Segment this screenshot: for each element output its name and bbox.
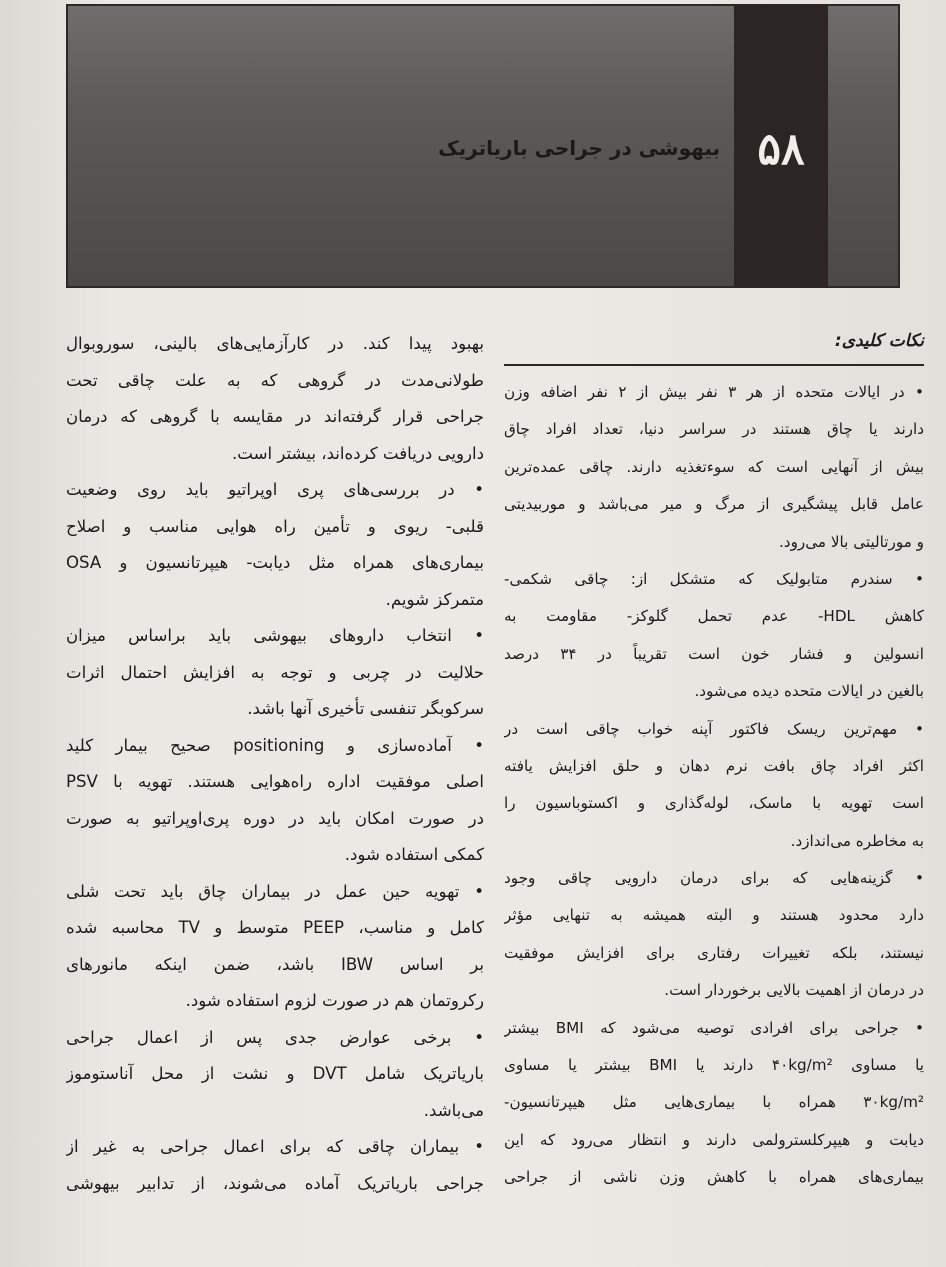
body-text-column — [66, 326, 484, 1202]
text-line: کمکی استفاده شود. — [344, 845, 484, 864]
text-line: دارد محدود هستند و البته همیشه به تنهایی مؤثر — [504, 906, 924, 925]
text-line: • گزینه‌هایی که برای درمان دارویی چاقی وجود — [504, 869, 924, 888]
key-points-heading: نکات کلیدی: — [834, 331, 924, 351]
text-line: دیابت و هیپرکلسترولمی دارند و انتظار می‌رود که این — [504, 1130, 924, 1149]
key-points-column — [504, 324, 924, 1197]
chapter-title: بیهوشی در جراحی باریاتریک — [438, 136, 720, 160]
text-line: • انتخاب داروهای بیهوشی باید براساس میزان — [66, 626, 484, 645]
text-line: دارند یا چاق هستند در سراسر دنیا، تعداد افراد چاق — [504, 420, 924, 439]
text-line: در درمان از اهمیت بالایی برخوردار است. — [664, 981, 924, 1000]
heading-divider — [504, 364, 924, 366]
text-line: است تهویه با ماسک، لوله‌گذاری و اکستوباسیون را — [504, 794, 924, 813]
text-line: متمرکز شویم. — [385, 589, 484, 609]
text-line: • مهم‌ترین ریسک فاکتور آپنه خواب چاقی است در — [504, 719, 924, 738]
text-line: جراحی باریاتریک آماده می‌شوند، از تدابیر بیهوشی — [66, 1173, 484, 1193]
text-line: می‌باشد. — [423, 1100, 484, 1120]
text-line: • جراحی برای افرادی توصیه می‌شود که BMI بیشتر — [504, 1018, 924, 1037]
text-line: قلبی- ریوی و تأمین راه هوایی مناسب و اصلاح — [66, 516, 484, 536]
text-line: بیش از آنهایی است که سوءتغذیه دارند. چاقی عمده‌ترین — [504, 457, 924, 476]
text-line: اصلی موفقیت اداره راه‌هوایی هستند. تهویه با PSV — [66, 772, 484, 791]
text-line: بهبود پیدا کند. در کارآزمایی‌های بالینی، سوروبوال — [66, 334, 484, 353]
text-line: رکروتمان هم در صورت لزوم استفاده شود. — [185, 991, 484, 1010]
text-line: • بیماران چاقی که برای اعمال جراحی به غیر از — [66, 1137, 484, 1156]
text-line: بیماری‌های همراه مثل دیابت- هیپرتانسیون و OSA — [66, 553, 484, 572]
text-line: دارویی دریافت کرده‌اند، بیشتر است. — [232, 443, 484, 463]
text-line: کامل و مناسب، PEEP متوسط و TV محاسبه شده — [66, 918, 484, 937]
text-line: • در بررسی‌های پری اوپراتیو باید روی وضعیت — [66, 480, 484, 499]
text-line: بالغین در ایالات متحده دیده می‌شود. — [694, 682, 924, 701]
text-line: عامل قابل پیشگیری از مرگ و میر می‌باشد و موربیدیتی — [504, 495, 924, 514]
text-line: به مخاطره می‌اندازد. — [790, 831, 924, 850]
text-line: • سندرم متابولیک که متشکل از: چاقی شکمی- — [504, 569, 924, 588]
text-line: ۳۰kg/m² همراه با بیماری‌هایی مثل هیپرتانسیون- — [504, 1093, 924, 1112]
text-line: بر اساس IBW باشد، ضمن اینکه مانورهای — [66, 954, 484, 974]
text-line: طولانی‌مدت در گروهی که به علت چاقی تحت — [66, 370, 484, 390]
text-line: • آماده‌سازی و positioning صحیح بیمار کلید — [66, 735, 484, 755]
text-line: یا مساوی ۴۰kg/m² دارند یا BMI بیشتر یا مساوی — [504, 1056, 924, 1075]
text-line: • در ایالات متحده از هر ۳ نفر بیش از ۲ نفر اضافه وزن — [504, 383, 924, 401]
text-line: سرکوبگر تنفسی تأخیری آنها باشد. — [247, 699, 484, 718]
text-line: • تهویه حین عمل در بیماران چاق باید تحت شلی — [66, 881, 484, 901]
text-line: نیستند، بلکه تغییرات رفتاری برای افزایش موفقیت — [504, 943, 924, 962]
text-line: انسولین و فشار خون است تقریباً در ۳۴ درصد — [504, 644, 924, 663]
text-line: اکثر افراد چاق بافت نرم دهان و حلق افزایش یافته — [504, 756, 924, 775]
text-line: • برخی عوارض جدی پس از اعمال جراحی — [66, 1027, 484, 1047]
text-line: و مورتالیتی بالا می‌رود. — [778, 532, 924, 551]
text-line: در صورت امکان باید در دوره پری‌اوپراتیو به صورت — [66, 808, 484, 828]
text-line: بیماری‌های همراه با کاهش وزن ناشی از جراحی — [504, 1168, 924, 1187]
text-line: باریاتریک شامل DVT و نشت از محل آناستوموز — [66, 1064, 484, 1083]
text-line: کاهش HDL- عدم تحمل گلوکز- مقاومت به — [504, 607, 924, 626]
text-line: حلالیت در چربی و توجه به افزایش احتمال اثرات — [66, 662, 484, 682]
chapter-number: ۵۸ — [757, 124, 805, 175]
text-line: جراحی قرار گرفته‌اند در مقایسه با گروهی که درمان — [66, 407, 484, 426]
